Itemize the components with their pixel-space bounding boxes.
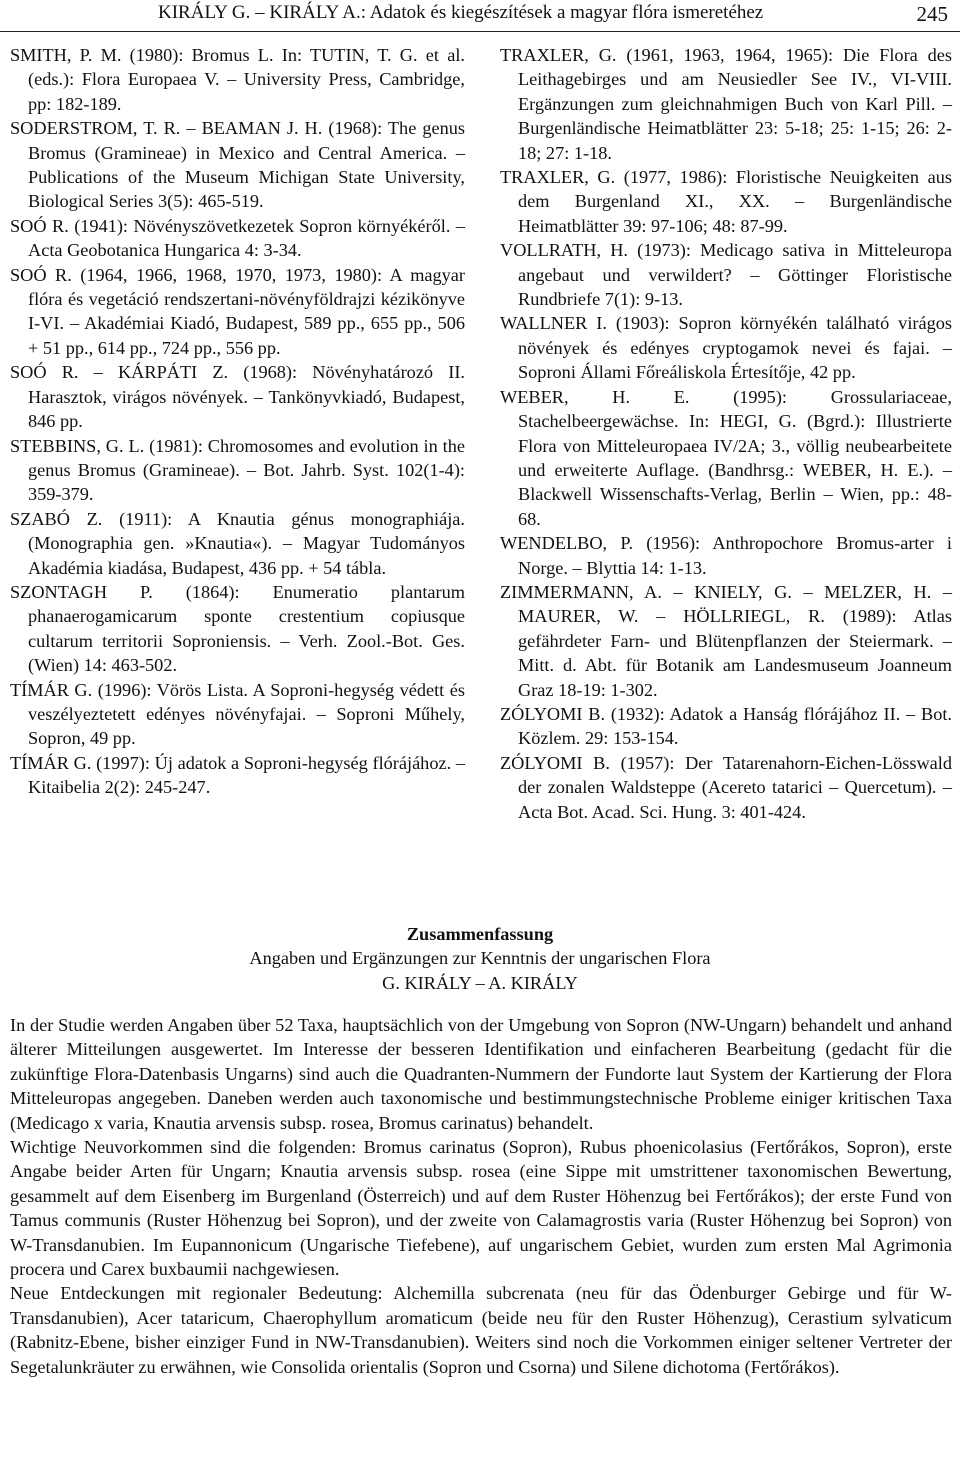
reference-entry: SOÓ R. (1941): Növényszövetkezetek Sopron környékéről. – Acta Geobotanica Hungarica 4: 3-34. (10, 215, 465, 261)
reference-entry: SOÓ R. (1964, 1966, 1968, 1970, 1973, 1980): A magyar flóra és vegetáció rendszertani-növényföldrajzi kézikönyve I-VI. – Akadémiai Kiadó, Budapest, 589 pp., 655 pp., 506 + 51 pp., 614 pp., 724 pp., 556 pp. (10, 264, 466, 358)
references-left-column (10, 43, 465, 800)
summary-authors: G. KIRÁLY – A. KIRÁLY (382, 972, 578, 993)
reference-entry: WENDELBO, P. (1956): Anthropochore Bromus-arter i Norge. – Blyttia 14: 1-13. (500, 533, 952, 578)
abstract-paragraph: Neue Entdeckungen mit regionaler Bedeutung: Alchemilla subcrenata (neu für das Ödenburger Gebirge und für W-Transdanubien), Acer tataricum, Chaerophyllum aromaticum (beide neu für den Ruster Höhenzug), Cerastium sylvaticum (Rabnitz-Ebene, bisher einziger Fund in NW-Transdanubien). Weiters sind noch die Vorkommen einiger seltener Vertreter der Segetalunkräuter zu erwähnen, wie Consolida orientalis (Sopron und Csorna) und Silene dichotoma (Fertőrákos). (10, 1283, 952, 1377)
summary-heading: Zusammenfassung (406, 924, 554, 944)
reference-entry: ZÓLYOMI B. (1957): Der Tatarenahorn-Eichen-Lösswald der zonalen Waldsteppe (Acereto tatarici – Quercetum). – Acta Bot. Acad. Sci. Hung. 3: 401-424. (500, 752, 952, 822)
abstract (10, 1013, 952, 1379)
reference-entry: ZIMMERMANN, A. – KNIELY, G. – MELZER, H. – MAURER, W. – HÖLLRIEGL, R. (1989): Atlas gefährdeter Farn- und Blütenpflanzen der Steiermark. – Mitt. d. Abt. für Botanik am Landesmuseum Joanneum Graz 18-19: 1-302. (500, 581, 952, 700)
reference-entry: SOÓ R. – KÁRPÁTI Z. (1968): Növényhatározó II. Harasztok, virágos növények. – Tankönyvkiadó, Budapest, 846 pp. (10, 362, 465, 432)
reference-entry: TÍMÁR G. (1997): Új adatok a Soproni-hegység flórájához. – Kitaibelia 2(2): 245-247. (10, 752, 465, 798)
summary-header (0, 922, 960, 995)
abstract-paragraph: Wichtige Neuvorkommen sind die folgenden: Bromus carinatus (Sopron), Rubus phoenicolasius (Fertőrákos, Sopron), erste Angabe beider Arten für Ungarn; Knautia arvensis subsp. rosea (eine Sippe mit umstrittener taxonomischen Bewertung, gesammelt auf dem Eisenberg im Burgenland (Österreich) und auf dem Ruster Höhenzug bei Fertőrákos); der erste Fund von Tamus communis (Ruster Höhenzug bei Sopron), und der zweite von Calamagrostis varia (Ruster Höhenzug bei Sopron) von W-Transdanubien. Im Eupannonicum (Ungarische Tiefebene), auf ungarischem Gebiet, wurden zum ersten Mal Agrimonia procera und Carex buxbaumii nachgewiesen. (10, 1137, 952, 1280)
references-right-column (500, 43, 952, 824)
reference-entry: VOLLRATH, H. (1973): Medicago sativa in Mitteleuropa angebaut und verwildert? – Göttinger Floristische Rundbriefe 7(1): 9-13. (500, 240, 952, 310)
reference-entry: STEBBINS, G. L. (1981): Chromosomes and evolution in the genus Bromus (Gramineae). – Bot. Jahrb. Syst. 102(1-4): 359-379. (10, 435, 465, 505)
reference-entry: WALLNER I. (1903): Sopron környékén található virágos növények és edényes cryptogamok nevei és fajai. – Soproni Állami Főreáliskola Értesítője, 42 pp. (500, 313, 953, 383)
reference-entry: SODERSTROM, T. R. – BEAMAN J. H. (1968): The genus Bromus (Gramineae) in Mexico and Central America. – Publications of the Museum Michigan State University, Biological Series 3(5): 465-519. (10, 118, 465, 212)
reference-entry: TRAXLER, G. (1961, 1963, 1964, 1965): Die Flora des Leithagebirges und am Neusiedler See IV., VI-VIII. Ergänzungen zum gleichnahmigen Buch von Karl Pill. – Burgenländische Heimatblätter 23: 5-18; 25: 1-15; 26: 2-18; 27: 1-18. (500, 45, 952, 163)
reference-entry: SMITH, P. M. (1980): Bromus L. In: TUTIN, T. G. et al. (eds.): Flora Europaea V. – University Press, Cambridge, pp: 182-189. (10, 45, 465, 114)
reference-entry: SZABÓ Z. (1911): A Knautia génus monographiája. (Monographia gen. »Knautia«). – Magyar Tudományos Akadémia kiadása, Budapest, 436 pp. + 54 tábla. (10, 508, 465, 578)
header-rule (0, 31, 960, 32)
reference-entry: SZONTAGH P. (1864): Enumeratio plantarum phanaerogamicarum sponte crestentium copiusque cultarum territorii Soproniensis. – Verh. Zool.-Bot. Ges. (Wien) 14: 463-502. (10, 581, 465, 676)
reference-entry: TÍMÁR G. (1996): Vörös Lista. A Soproni-hegység védett és veszélyeztetett edényes növényfajai. – Soproni Műhely, Sopron, 49 pp. (10, 679, 465, 749)
running-head (0, 0, 960, 38)
page-number: 245 (916, 2, 948, 26)
summary-subtitle: Angaben und Ergänzungen zur Kenntnis der ungarischen Flora (249, 948, 711, 969)
reference-entry: ZÓLYOMI B. (1932): Adatok a Hanság flórájához II. – Bot. Közlem. 29: 153-154. (500, 703, 952, 749)
abstract-paragraph: In der Studie werden Angaben über 52 Taxa, hauptsächlich von der Umgebung von Sopron (NW-Ungarn) behandelt und anhand älterer Mitteilungen ausgewertet. Im Interesse der besseren Identifikation und einfacheren Bearbeitung (gedacht für die zukünftige Flora-Datenbasis Ungarns) sind auch die Quadranten-Nummern der Fundorte laut System der Kartierung der Flora Mitteleuropas angegeben. Daneben werden auch taxonomische und bestimmungstechnische Probleme einiger kritischen Taxa (Medicago x varia, Knautia arvensis subsp. rosea, Bromus carinatus) behandelt. (10, 1015, 952, 1133)
reference-entry: TRAXLER, G. (1977, 1986): Floristische Neuigkeiten aus dem Burgenland XI., XX. – Burgenländische Heimatblätter 39: 97-106; 48: 87-99. (500, 167, 952, 236)
running-title: KIRÁLY G. – KIRÁLY A.: Adatok és kiegészítések a magyar flóra ismeretéhez (158, 2, 764, 23)
reference-entry: WEBER, H. E. (1995): Grossulariaceae, Stachelbeergewächse. In: HEGI, G. (Bgrd.): Illustrierte Flora von Mitteleuropaea IV/2A; 3., völlig neubearbeitete und erweiterte Auflage. (Bandhrsg.: WEBER, H. E.). – Blackwell Wissenschafts-Verlag, Berlin – Wien, pp.: 48-68. (500, 386, 952, 529)
